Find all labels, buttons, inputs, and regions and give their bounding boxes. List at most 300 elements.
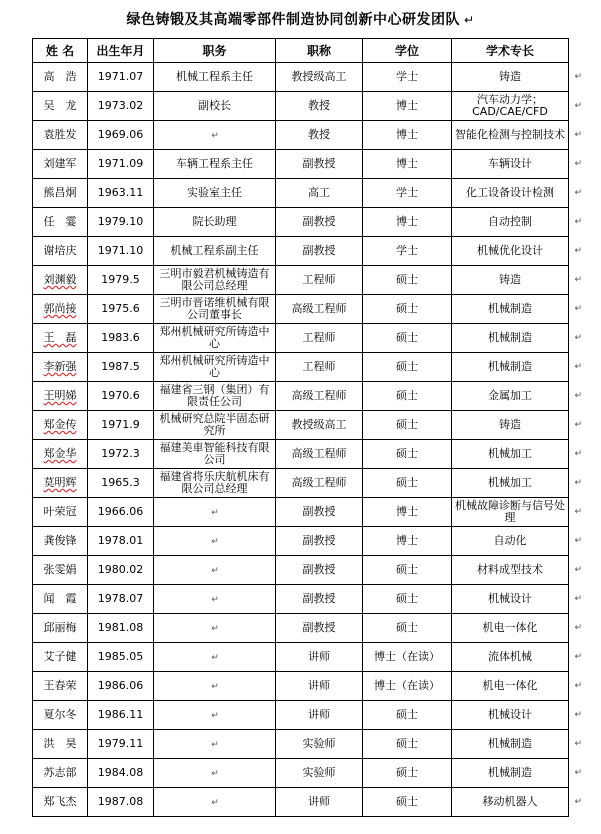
table-row [33,179,569,208]
return-mark-icon: ↵ [574,101,582,111]
cell-name [33,266,88,295]
cell-name [33,324,88,353]
cell-duty-text: 院长助理 [192,215,237,228]
cell-birth [88,179,154,208]
cell-name [33,440,88,469]
cell-duty [154,527,276,556]
cell-name [33,672,88,701]
cell-degree [363,730,452,759]
cell-degree [363,208,452,237]
cell-birth-text: 1965.3 [101,476,140,489]
cell-rank [276,150,363,179]
cell-degree-text: 硕士 [396,273,418,286]
table-row [33,266,569,295]
table-body [33,63,582,817]
cell-expertise-text: 机械设计 [488,708,532,721]
cell-duty [154,556,276,585]
cell-birth [88,63,154,92]
cell-name [33,643,88,672]
cell-rank-text: 工程师 [302,360,336,373]
cell-birth [88,121,154,150]
cell-rank [276,556,363,585]
cell-duty-text: 机械研究总院半固态研究所 [159,412,270,437]
cell-birth-text: 1978.07 [97,592,144,605]
cell-expertise [452,672,582,701]
cell-birth-text: 1971.07 [97,70,144,83]
cell-degree-text: 硕士 [396,302,418,315]
cell-name-text: 郑金华 [43,447,77,460]
table-row [33,759,569,788]
cell-degree [363,353,452,382]
cell-name-text: 郑金传 [43,418,77,431]
return-mark-icon: ↵ [574,246,582,256]
cell-name [33,411,88,440]
table-row [33,556,569,585]
table-row [33,730,569,759]
cell-expertise [452,527,582,556]
cell-birth-text: 1979.11 [97,737,144,750]
cell-name-text: 王 磊 [43,331,77,344]
cell-degree-text: 硕士 [396,621,418,634]
cell-rank-text: 高级工程师 [291,447,347,460]
cell-degree-text: 学士 [396,186,418,199]
cell-rank [276,643,363,672]
cell-name-text: 高 浩 [43,70,77,83]
header-duty: 职务 [154,39,276,63]
cell-birth-text: 1980.02 [97,563,144,576]
cell-duty-text: 副校长 [198,99,231,112]
cell-duty [154,759,276,788]
cell-rank [276,63,363,92]
cell-name-text: 袁胜发 [43,128,77,141]
return-mark-icon: ↵ [574,478,582,488]
cell-rank [276,469,363,498]
header-name: 姓 名 [33,39,88,63]
cell-degree-text: 博士 [396,157,418,170]
cell-duty [154,121,276,150]
header-expertise: 学术专长 [452,39,569,63]
cell-birth-text: 1983.6 [101,331,140,344]
cell-expertise-text: 车辆设计 [488,157,532,170]
cell-expertise-text: 机电一体化 [482,679,538,692]
cell-duty [154,788,276,817]
cell-name [33,498,88,527]
cell-expertise-text: 机械故障诊断与信号处理 [455,499,565,524]
header-rank: 职称 [276,39,363,63]
cell-birth [88,150,154,179]
cell-rank-text: 教授级高工 [291,70,347,83]
cell-degree-text: 博士 [396,215,418,228]
cell-rank-text: 副教授 [302,592,336,605]
return-mark-icon: ↵ [211,768,219,779]
cell-degree-text: 博士（在读） [374,650,440,663]
cell-degree-text: 硕士 [396,766,418,779]
cell-expertise-text: 铸造 [499,273,521,286]
cell-name-text: 王春荣 [43,679,77,692]
cell-expertise [452,411,582,440]
cell-expertise [452,440,582,469]
table-row [33,643,569,672]
cell-duty [154,614,276,643]
return-mark-icon: ↵ [211,623,219,634]
cell-birth-text: 1973.02 [97,99,144,112]
cell-name [33,150,88,179]
cell-name-text: 莫明辉 [43,476,77,489]
cell-name-text: 张雯娟 [43,563,77,576]
cell-duty [154,179,276,208]
cell-rank-text: 副教授 [302,215,336,228]
table-row [33,440,569,469]
return-mark-icon: ↵ [463,13,475,27]
cell-degree [363,527,452,556]
cell-degree [363,411,452,440]
cell-degree [363,179,452,208]
cell-expertise [452,353,582,382]
cell-degree [363,237,452,266]
cell-expertise [452,469,582,498]
cell-rank [276,353,363,382]
cell-expertise [452,643,582,672]
return-mark-icon: ↵ [211,710,219,721]
cell-expertise-text: 自动化 [493,534,527,547]
cell-rank-text: 高工 [308,186,330,199]
cell-degree [363,556,452,585]
cell-expertise [452,324,582,353]
cell-rank-text: 讲师 [308,708,330,721]
cell-degree-text: 硕士 [396,592,418,605]
cell-rank [276,672,363,701]
cell-name [33,179,88,208]
cell-duty-text: 福建省三钢（集团）有限责任公司 [159,383,270,408]
cell-birth-text: 1981.08 [97,621,144,634]
return-mark-icon: ↵ [211,565,219,576]
cell-name [33,556,88,585]
return-mark-icon: ↵ [211,739,219,750]
cell-degree-text: 硕士 [396,476,418,489]
cell-birth-text: 1966.06 [97,505,144,518]
cell-rank-text: 副教授 [302,563,336,576]
return-mark-icon: ↵ [211,130,219,141]
cell-expertise [452,63,582,92]
page-title-text: 绿色铸锻及其高端零部件制造协同创新中心研发团队 [126,12,460,28]
cell-rank-text: 副教授 [302,157,336,170]
cell-duty [154,237,276,266]
cell-birth-text: 1971.9 [101,418,140,431]
return-mark-icon: ↵ [211,681,219,692]
return-mark-icon: ↵ [574,652,582,662]
cell-name [33,730,88,759]
cell-name-text: 龚俊锋 [43,534,77,547]
cell-name [33,759,88,788]
cell-birth [88,237,154,266]
return-mark-icon: ↵ [211,536,219,547]
cell-birth-text: 1970.6 [101,389,140,402]
cell-duty-text: 郑州机械研究所铸造中心 [159,325,270,350]
cell-birth-text: 1975.6 [101,302,140,315]
table-row [33,469,569,498]
cell-rank [276,527,363,556]
cell-duty-text: 三明市毅君机械铸造有限公司总经理 [159,267,270,292]
table-row [33,92,569,121]
cell-expertise-text: 机械加工 [488,476,532,489]
cell-name-text: 刘渊毅 [43,273,77,286]
cell-birth-text: 1979.5 [101,273,140,286]
cell-name [33,527,88,556]
cell-rank [276,701,363,730]
return-mark-icon: ↵ [574,739,582,749]
cell-name [33,295,88,324]
cell-rank [276,266,363,295]
cell-name [33,469,88,498]
cell-degree [363,382,452,411]
cell-duty-text: 郑州机械研究所铸造中心 [159,354,270,379]
return-mark-icon: ↵ [574,507,582,517]
cell-degree [363,150,452,179]
cell-duty-text: 福建美車智能科技有限公司 [159,441,270,466]
return-mark-icon: ↵ [574,391,582,401]
cell-name [33,121,88,150]
table-row [33,788,569,817]
cell-rank-text: 教授 [308,99,330,112]
cell-name [33,382,88,411]
cell-rank-text: 讲师 [308,650,330,663]
cell-rank [276,498,363,527]
return-mark-icon: ↵ [574,768,582,778]
cell-duty [154,672,276,701]
cell-birth-text: 1978.01 [97,534,144,547]
cell-name-text: 洪 昊 [43,737,77,750]
cell-degree [363,701,452,730]
table-row [33,701,569,730]
cell-expertise-text: 化工设备设计检测 [466,186,554,199]
cell-expertise [452,208,582,237]
cell-birth [88,614,154,643]
return-mark-icon: ↵ [211,797,219,808]
cell-degree-text: 博士（在读） [374,679,440,692]
cell-duty-text: 机械工程系主任 [176,70,253,83]
cell-rank-text: 高级工程师 [291,302,347,315]
cell-rank-text: 讲师 [308,679,330,692]
cell-expertise-text: 机械加工 [488,447,532,460]
return-mark-icon: ↵ [574,304,582,314]
cell-expertise [452,788,582,817]
table-row [33,63,569,92]
cell-name-text: 艾子健 [43,650,77,663]
cell-name [33,353,88,382]
return-mark-icon: ↵ [211,652,219,663]
cell-duty-text: 车辆工程系主任 [176,157,253,170]
cell-duty [154,324,276,353]
return-mark-icon: ↵ [574,275,582,285]
cell-duty-text: 福建省将乐庆航机床有限公司总经理 [159,470,270,495]
cell-name-text: 熊昌炯 [43,186,77,199]
page-title [0,10,601,30]
cell-birth [88,266,154,295]
cell-birth [88,440,154,469]
cell-degree [363,295,452,324]
cell-degree-text: 学士 [396,70,418,83]
cell-degree-text: 博士 [396,534,418,547]
cell-expertise-text: 流体机械 [488,650,532,663]
table-row [33,527,569,556]
cell-birth [88,643,154,672]
cell-degree [363,614,452,643]
cell-expertise-text: 机械制造 [488,302,532,315]
return-mark-icon: ↵ [574,362,582,372]
cell-name-text: 王明娣 [43,389,77,402]
cell-duty [154,643,276,672]
cell-degree-text: 硕士 [396,708,418,721]
cell-duty [154,353,276,382]
cell-birth [88,556,154,585]
header-birth: 出生年月 [88,39,154,63]
table-row [33,585,569,614]
cell-rank-text: 讲师 [308,795,330,808]
cell-expertise-text: 机械制造 [488,766,532,779]
cell-rank [276,788,363,817]
cell-expertise [452,556,582,585]
return-mark-icon: ↵ [574,72,582,82]
cell-degree [363,759,452,788]
cell-birth [88,701,154,730]
cell-degree-text: 博士 [396,128,418,141]
cell-rank-text: 实验师 [302,737,336,750]
cell-expertise [452,92,582,121]
cell-birth-text: 1986.11 [97,708,144,721]
cell-expertise-text: 移动机器人 [482,795,538,808]
cell-expertise [452,266,582,295]
cell-duty [154,295,276,324]
cell-expertise [452,701,582,730]
return-mark-icon: ↵ [574,623,582,633]
cell-degree [363,92,452,121]
cell-birth-text: 1969.06 [97,128,144,141]
return-mark-icon: ↵ [211,507,219,518]
cell-duty [154,498,276,527]
cell-rank-text: 工程师 [302,273,336,286]
cell-rank [276,324,363,353]
return-mark-icon: ↵ [574,797,582,807]
cell-degree-text: 硕士 [396,563,418,576]
cell-expertise [452,295,582,324]
cell-expertise [452,730,582,759]
cell-duty [154,63,276,92]
cell-duty [154,266,276,295]
cell-name [33,585,88,614]
cell-name-text: 邱丽梅 [43,621,77,634]
return-mark-icon: ↵ [574,217,582,227]
cell-degree [363,672,452,701]
return-mark-icon: ↵ [574,681,582,691]
cell-birth [88,498,154,527]
cell-name [33,788,88,817]
cell-degree [363,469,452,498]
cell-rank-text: 实验师 [302,766,336,779]
cell-duty [154,92,276,121]
table-row [33,150,569,179]
cell-rank [276,382,363,411]
cell-rank [276,121,363,150]
cell-name [33,63,88,92]
cell-birth-text: 1972.3 [101,447,140,460]
cell-duty-text: 实验室主任 [187,186,242,199]
cell-degree [363,643,452,672]
cell-birth [88,324,154,353]
header-degree: 学位 [363,39,452,63]
cell-expertise-text: 机械制造 [488,331,532,344]
cell-degree [363,585,452,614]
cell-degree-text: 硕士 [396,360,418,373]
cell-birth [88,672,154,701]
return-mark-icon: ↵ [211,594,219,605]
cell-name-text: 叶荣冠 [43,505,77,518]
cell-rank [276,440,363,469]
cell-birth [88,411,154,440]
cell-rank-text: 教授 [308,128,330,141]
cell-degree-text: 硕士 [396,389,418,402]
table-row [33,121,569,150]
cell-rank [276,237,363,266]
cell-birth [88,469,154,498]
cell-degree [363,788,452,817]
cell-rank [276,730,363,759]
cell-name [33,237,88,266]
cell-expertise-text: 智能化检测与控制技术 [455,128,565,141]
cell-rank-text: 工程师 [302,331,336,344]
cell-duty [154,150,276,179]
return-mark-icon: ↵ [574,536,582,546]
cell-birth [88,730,154,759]
cell-duty [154,585,276,614]
cell-rank [276,614,363,643]
cell-expertise-text: 材料成型技术 [477,563,543,576]
cell-degree [363,63,452,92]
cell-birth-text: 1979.10 [97,215,144,228]
header-row [33,39,569,63]
cell-expertise-text: 铸造 [499,70,521,83]
return-mark-icon: ↵ [574,188,582,198]
cell-duty-text: 三明市晋诺维机械有限公司董事长 [159,296,270,321]
cell-expertise-text: 铸造 [499,418,521,431]
cell-name-text: 夏尔冬 [43,708,77,721]
cell-degree-text: 硕士 [396,447,418,460]
cell-name-text: 郑飞杰 [43,795,77,808]
cell-rank [276,295,363,324]
cell-degree-text: 硕士 [396,418,418,431]
cell-birth-text: 1963.11 [97,186,144,199]
cell-degree [363,440,452,469]
cell-birth [88,585,154,614]
cell-name [33,614,88,643]
cell-degree-text: 硕士 [396,795,418,808]
cell-degree [363,121,452,150]
table-row [33,353,569,382]
cell-degree-text: 博士 [396,99,418,112]
cell-rank [276,759,363,788]
cell-expertise [452,150,582,179]
cell-degree-text: 学士 [396,244,418,257]
cell-expertise [452,382,582,411]
table-row [33,382,569,411]
cell-expertise-text: 自动控制 [488,215,532,228]
cell-expertise-text: 机械制造 [488,737,532,750]
cell-birth [88,208,154,237]
cell-birth [88,759,154,788]
cell-rank [276,208,363,237]
cell-name-text: 刘建军 [43,157,77,170]
cell-name [33,701,88,730]
cell-expertise-text: 汽车动力学；CAD/CAE/CFD [472,93,548,118]
